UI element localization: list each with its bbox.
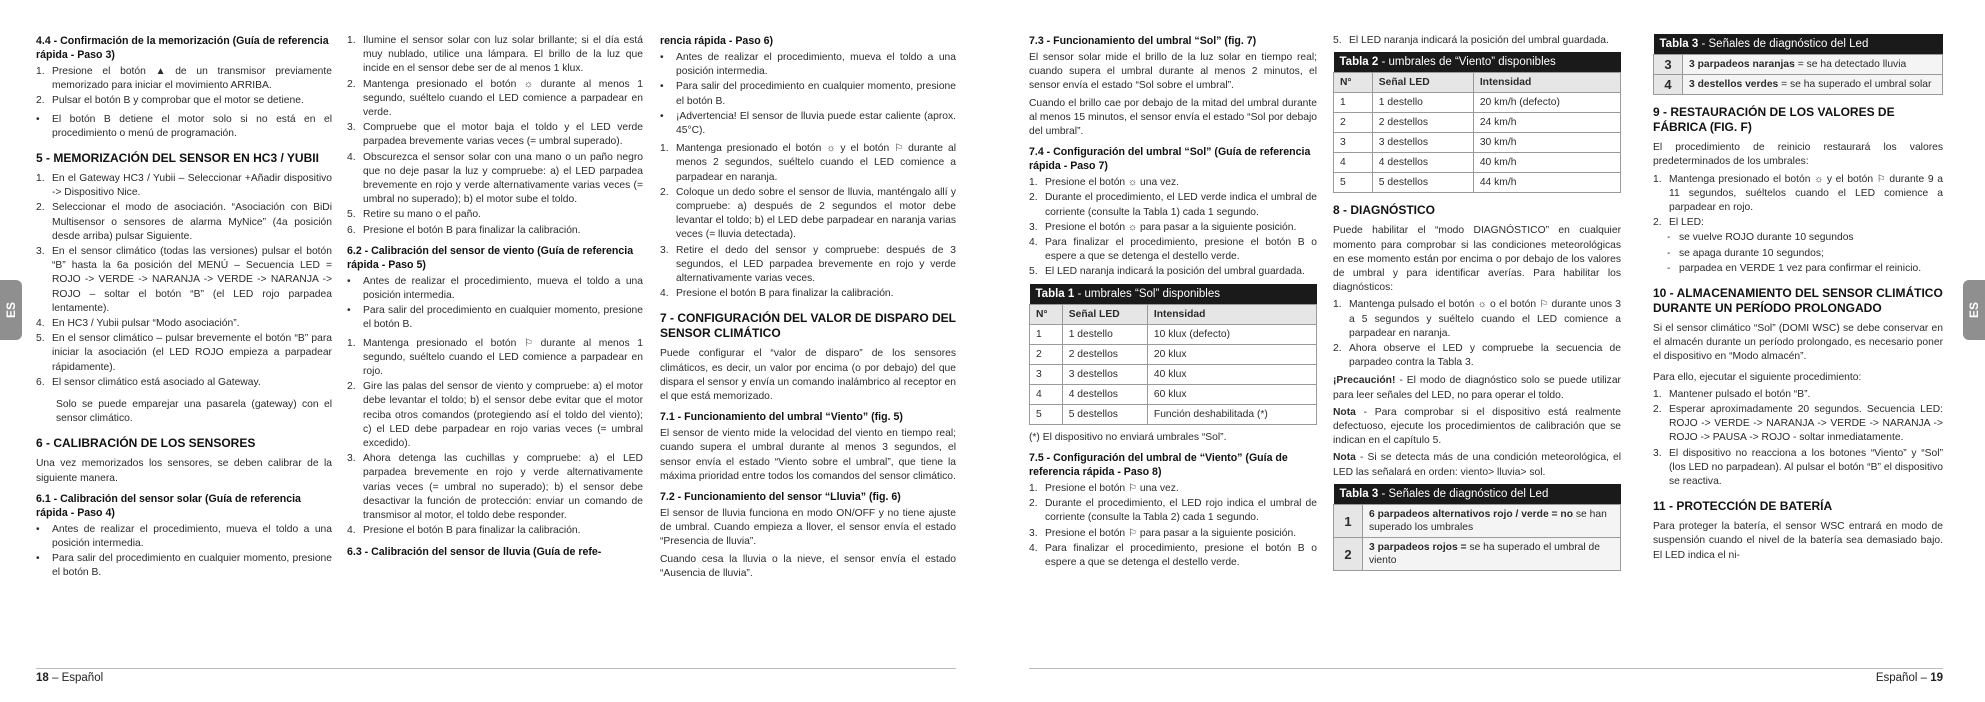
list-item: 2. Coloque un dedo sobre el sensor de lluvia, manténgalo allí y compruebe: a) después de 2 segundos el motor debe levantar el toldo; b) el LED debe parpadear en naranja varias veces (= lluvia detectada). — [660, 186, 956, 241]
list-item: 5. El LED naranja indicará la posición del umbral guardada. — [1029, 266, 1305, 278]
list-item: 3. Presione el botón ⚐ para pasar a la siguiente posición. — [1029, 527, 1317, 541]
list-item: 1. Presione el botón ⚐ una vez. — [1029, 482, 1317, 496]
heading-11: 11 - PROTECCIÓN DE BATERÍA — [1653, 499, 1833, 514]
list-item: 2. El LED: — [1653, 217, 1704, 229]
table-cell: N° — [1030, 304, 1063, 324]
page-18 — [0, 0, 992, 702]
list-item: • Antes de realizar el procedimiento, mueva el toldo a una posición intermedia. — [660, 52, 956, 78]
table-3: Tabla 3 - Señales de diagnóstico del Led 1 6 parpadeos alternativos rojo / verde = no se han superado los umbrales 2 3 parpadeos rojos = se ha superado el umbral de viento — [1333, 484, 1621, 571]
table-cell: 4 — [1654, 75, 1683, 95]
list-item: 5. El LED naranja indicará la posición del umbral guardada. — [1333, 35, 1609, 46]
list-item: 4. Presione el botón B para finalizar la calibración. — [347, 525, 581, 537]
table-cell: 5 destellos — [1062, 404, 1147, 424]
table-cell: 2 — [1334, 113, 1373, 133]
list-item: • Antes de realizar el procedimiento, mueva el toldo a una posición intermedia. — [347, 275, 643, 302]
table-cell: 4 destellos — [1062, 384, 1147, 404]
paragraph: El sensor de lluvia funciona en modo ON/OFF y no tiene ajuste de umbral. Cuando empieza a llover, el sensor envía el estado “Presencia de lluvia”. — [660, 508, 956, 548]
paragraph: El sensor de viento mide la velocidad del viento en tiempo real; cuando supera el umbral durante al menos 3 segundos, el sensor envía el estado “Viento sobre el umbral”, que tiene la máxima prioridad entre todos los comandos del sensor climático. — [660, 428, 956, 482]
table-cell: 2 destellos — [1372, 113, 1473, 133]
table-row — [1654, 75, 1943, 95]
list-item: 6. Presione el botón B para finalizar la calibración. — [347, 224, 581, 236]
heading-7-4: 7.4 - Configuración del umbral “Sol” (Guía de referencia rápida - Paso 7) — [1029, 146, 1311, 173]
list-item: 1. En el Gateway HC3 / Yubii – Seleccionar +Añadir dispositivo -> Dispositivo Nice. — [36, 173, 332, 199]
table-cell: 1 — [1334, 93, 1373, 113]
list-item: 3. Compruebe que el motor baja el toldo y el LED verde parpadea brevemente varias veces (= umbral superado). — [347, 122, 643, 148]
list-item: 1. Presione el botón ☼ una vez. — [1029, 176, 1317, 190]
table-cell: Señal LED — [1372, 73, 1473, 93]
table-cell: 4 — [1030, 384, 1063, 404]
table-cell: 3 destellos — [1372, 133, 1473, 153]
list-item: • Para salir del procedimiento en cualquier momento, presione el botón B. — [347, 305, 643, 331]
wind-flag-icon: ⚐ — [1539, 299, 1549, 311]
column-5 — [1333, 34, 1621, 577]
table-cell: 5 destellos — [1372, 173, 1473, 193]
table-cell: 1 destello — [1372, 93, 1473, 113]
heading-7-5: 7.5 - Configuración del umbral de “Viento” (Guía de referencia rápida - Paso 8) — [1029, 452, 1288, 479]
paragraph: Cuando cesa la lluvia o la nieve, el sensor envía el estado “Ausencia de lluvia”. — [660, 553, 956, 579]
column-6 — [1653, 34, 1943, 566]
list-item: 4. Presione el botón B para finalizar la calibración. — [660, 288, 894, 300]
sun-icon: ☼ — [523, 78, 534, 90]
list-item: 2. Ahora observe el LED y compruebe la secuencia de parpadeo contra la Tabla 3. — [1333, 343, 1621, 369]
list-item: 5. Retire su mano o el paño. — [347, 209, 481, 221]
wind-flag-icon: ⚐ — [1128, 527, 1137, 539]
sun-icon: ☼ — [1128, 177, 1138, 189]
wind-flag-icon: ⚐ — [894, 143, 904, 155]
list-item: 5. En el sensor climático – pulsar brevemente el botón “B” para iniciar la asociación (el LED ROJO empieza a parpadear rápidamente). — [36, 333, 332, 373]
paragraph: Puede habilitar el “modo DIAGNÓSTICO” en cualquier momento para comprobar si las condiciones meteorológicas en ese momento están por encima o por debajo de los valores de umbral y para identificar averías. Para habilitar los diagnósticos: — [1333, 225, 1621, 294]
list-item: 4. Obscurezca el sensor solar con una mano o un paño negro que no deje pasar la luz y compruebe: a) el LED parpadea brevemente en rojo y verde alternativamente varias veces (= umbral no superado); b) el motor sube el toldo. — [347, 151, 643, 206]
list-item: 2. Mantenga presionado el botón ☼ durante al menos 1 segundo, suéltelo cuando el LED comience a parpadear en verde. — [347, 78, 643, 119]
table-cell: 24 km/h — [1473, 113, 1620, 133]
table-row — [1334, 538, 1621, 571]
table-cell: 44 km/h — [1473, 173, 1620, 193]
table-cell: Señal LED — [1062, 304, 1147, 324]
list-4-4 — [36, 65, 332, 109]
table-cell: 3 — [1030, 364, 1063, 384]
paragraph: Para ello, ejecutar el siguiente procedimiento: — [1653, 371, 1862, 383]
paragraph: Una vez memorizados los sensores, se deben calibrar de la siguiente manera. — [36, 458, 332, 484]
table-cell: Intensidad — [1473, 73, 1620, 93]
paragraph: Cuando el brillo cae por debajo de la mitad del umbral durante al menos 15 minutos, el sensor envía el estado “Sol por debajo del umbral”. — [1029, 97, 1317, 138]
heading-7-1: 7.1 - Funcionamiento del umbral “Viento” (fig. 5) — [660, 411, 903, 424]
sun-icon: ☼ — [826, 143, 836, 155]
table-cell: 3 — [1334, 133, 1373, 153]
table-cell: Función deshabilitada (*) — [1147, 404, 1316, 424]
list-item: 4. En HC3 / Yubii pulsar “Modo asociación”. — [36, 318, 240, 330]
table-row — [1030, 384, 1317, 404]
sun-icon: ☼ — [1477, 299, 1487, 311]
table-cell: 3 destellos verdes = se ha superado el umbral solar — [1683, 75, 1943, 95]
table-cell: 10 klux (defecto) — [1147, 324, 1316, 344]
table-cell: 4 destellos — [1372, 153, 1473, 173]
table-row — [1030, 344, 1317, 364]
table-row — [1030, 324, 1317, 344]
list-5 — [36, 172, 332, 390]
list-item: 2. Gire las palas del sensor de viento y compruebe: a) el motor debe levantar el toldo; b) el sensor debe evitar que el motor reciba otros comandos (protegiendo así el toldo del viento); c) el LED debe parpadear en rojo varias veces (= umbral excedido). — [347, 381, 643, 450]
heading-7: 7 - CONFIGURACIÓN DEL VALOR DE DISPARO DEL SENSOR CLIMÁTICO — [660, 311, 956, 341]
table-row — [1334, 133, 1621, 153]
language-tab-right: ES — [1963, 280, 1985, 340]
heading-6-1: 6.1 - Calibración del sensor solar (Guía de referencia rápida - Paso 4) — [36, 492, 301, 519]
list-item: 3. Presione el botón ☼ para pasar a la siguiente posición. — [1029, 221, 1317, 235]
table-cell: 1 — [1030, 324, 1063, 344]
table-2: Tabla 2 - umbrales de “Viento” disponibles N° Señal LED Intensidad 1 1 destello 20 km/h (defecto) 2 2 destellos 24 km/h 3 3 destellos 30 km/h 4 4 destellos 40 km/h 5 5 destellos 44 km/h — [1333, 52, 1621, 193]
table-row — [1334, 153, 1621, 173]
table-row — [1334, 505, 1621, 538]
note-paragraph: Nota - Para comprobar si el dispositivo está realmente defectuoso, ejecute los procedimientos de calibración que se indican en el capítulo 5. — [1333, 406, 1621, 447]
language-tab-left: ES — [0, 280, 22, 340]
table-cell: 2 — [1334, 538, 1363, 571]
heading-6: 6 - CALIBRACIÓN DE LOS SENSORES — [36, 436, 256, 451]
list-item: 1. Mantenga pulsado el botón ☼ o el botón ⚐ durante unos 3 a 5 segundos y suéltelo cuando el LED comience a parpadear en naranja. — [1333, 299, 1622, 339]
list-item: 3. Retire el dedo del sensor y compruebe: después de 3 segundos, el LED parpadea brevemente en rojo y verde alternativamente varias veces. — [660, 244, 956, 285]
list-item: 3. El dispositivo no reacciona a los botones “Viento” y “Sol” (los LED no parpadean). Al pulsar el botón “B” el dispositivo se reactiva. — [1653, 447, 1943, 488]
table-cell: 3 parpadeos rojos = se ha superado el umbral de viento — [1363, 538, 1621, 571]
table-cell: 40 km/h — [1473, 153, 1620, 173]
table-row — [1030, 364, 1317, 384]
list-item: 2. Seleccionar el modo de asociación. “Asociación con BiDi Multisensor o sensores de alarma MyNice” (4a posición desde arriba) pulsar Siguiente. — [36, 202, 332, 242]
list-item: 2. Pulsar el botón B y comprobar que el motor se detiene. — [36, 95, 304, 107]
heading-10: 10 - ALMACENAMIENTO DEL SENSOR CLIMÁTICO DURANTE UN PERÍODO PROLONGADO — [1653, 286, 1943, 316]
list-item: • El botón B detiene el motor solo si no está en el procedimiento o menú de programación. — [36, 113, 332, 139]
table-cell: 2 destellos — [1062, 344, 1147, 364]
list-item: 3. En el sensor climático (todas las versiones) pulsar el botón “B” hasta la 6a posición del MENÚ – Secuencia LED = ROJO -> VERDE -> NARANJA -> VERDE -> NARANJA -> ROJO – soltar el botón “B” (el LED rojo parpadea lentamente). — [36, 246, 332, 314]
wind-flag-icon: ⚐ — [1876, 173, 1886, 185]
list-item: 2. Durante el procedimiento, el LED verde indica el umbral de corriente (consulte la Tabla 1) cada 1 segundo. — [1029, 192, 1317, 218]
table-cell: 60 klux — [1147, 384, 1316, 404]
paragraph: Solo se puede emparejar una pasarela (gateway) con el sensor climático. — [56, 399, 332, 425]
column-1 — [36, 34, 332, 585]
list-item: 1. Presione el botón ▲ de un transmisor previamente memorizado para iniciar el movimiento ARRIBA. — [36, 66, 332, 92]
heading-9: 9 - RESTAURACIÓN DE LOS VALORES DE FÁBRICA (FIG. F) — [1653, 105, 1895, 135]
heading-6-2: 6.2 - Calibración del sensor de viento (Guía de referencia rápida - Paso 5) — [347, 244, 634, 271]
table-cell: 5 — [1334, 173, 1373, 193]
heading-5: 5 - MEMORIZACIÓN DEL SENSOR EN HC3 / YUBII — [36, 151, 319, 166]
note-paragraph: Nota - Si se detecta más de una condición meteorológica, el LED las señalará en orden: viento> lluvia> sol. — [1333, 452, 1621, 478]
list-item: 2. Durante el procedimiento, el LED rojo indica el umbral de corriente (consulte la Tabla 2) cada 1 segundo. — [1029, 498, 1317, 524]
table-cell: 30 km/h — [1473, 133, 1620, 153]
wind-flag-icon: ⚐ — [524, 337, 533, 349]
heading-7-2: 7.2 - Funcionamiento del sensor “Lluvia” (fig. 6) — [660, 491, 901, 504]
list-item: • Antes de realizar el procedimiento, mueva el toldo a una posición intermedia. — [36, 523, 332, 550]
table-1: Tabla 1 - umbrales “Sol” disponibles N° Señal LED Intensidad 1 1 destello 10 klux (defecto) 2 2 destellos 20 klux 3 3 destellos 40 klux 4 4 destellos 60 klux 5 5 destellos Función deshabilitada (*) — [1029, 284, 1317, 425]
table-cell: 2 — [1030, 344, 1063, 364]
column-3 — [660, 34, 956, 584]
list-item: 6. El sensor climático está asociado al Gateway. — [36, 376, 261, 388]
table-row — [1654, 55, 1943, 75]
table-cell: 1 destello — [1062, 324, 1147, 344]
table-cell: 40 klux — [1147, 364, 1316, 384]
table-row — [1334, 113, 1621, 133]
heading-6-3: 6.3 - Calibración del sensor de lluvia (Guía de refe- — [347, 545, 602, 558]
list-item: 1. Mantener pulsado el botón “B”. — [1653, 388, 1811, 400]
sun-icon: ☼ — [1814, 173, 1824, 185]
list-item: - parpadea en VERDE 1 vez para confirmar el reinicio. — [1667, 262, 1922, 274]
footer-rule — [36, 668, 956, 669]
table-cell: 20 km/h (defecto) — [1473, 93, 1620, 113]
caution-paragraph: ¡Precaución! - El modo de diagnóstico solo se puede utilizar para leer señales del LED, no para operar el toldo. — [1333, 375, 1621, 401]
list-item: • Para salir del procedimiento en cualquier momento, presione el botón B. — [36, 553, 332, 579]
list-item: - se apaga durante 10 segundos; — [1667, 247, 1824, 259]
table-cell: 20 klux — [1147, 344, 1316, 364]
table-row — [1030, 404, 1317, 424]
paragraph: El procedimiento de reinicio restaurará los valores predeterminados de los umbrales: — [1653, 142, 1943, 168]
table-row — [1334, 173, 1621, 193]
wind-flag-icon: ⚐ — [1128, 483, 1137, 495]
column-2 — [347, 34, 643, 562]
page-number-right: Español – 19 — [1875, 672, 1943, 684]
paragraph: El sensor solar mide el brillo de la luz solar en tiempo real; cuando supera el umbral durante al menos 2 minutos, el sensor envía el estado “Sol sobre el umbral”. — [1029, 52, 1317, 92]
table-cell: 3 parpadeos naranjas = se ha detectado lluvia — [1683, 55, 1943, 75]
list-item: 2. Esperar aproximadamente 20 segundos. Secuencia LED: ROJO -> VERDE -> NARANJA -> VERDE -> NARANJA -> ROJO -> PAUSA -> ROJO - soltar inmediatamente. — [1653, 404, 1943, 444]
table-cell: 4 — [1334, 153, 1373, 173]
list-item: 1. Mantenga presionado el botón ☼ y el botón ⚐ durante 9 a 11 segundos, suéltelos cuando el LED comience a parpadear en rojo. — [1653, 173, 1943, 214]
list-item: 4. Para finalizar el procedimiento, presione el botón B o espere a que se detenga el destello verde. — [1029, 237, 1317, 263]
sun-icon: ☼ — [1128, 221, 1138, 233]
list-item: 1. Mantenga presionado el botón ⚐ durante al menos 1 segundo, suéltelo cuando el LED comience a parpadear en rojo. — [347, 337, 643, 378]
up-arrow-icon: ▲ — [155, 66, 166, 77]
table-cell: 6 parpadeos alternativos rojo / verde = no se han superado los umbrales — [1363, 505, 1621, 538]
table-cell: Intensidad — [1147, 304, 1316, 324]
heading-4-4: 4.4 - Confirmación de la memorización (Guía de referencia rápida - Paso 3) — [36, 35, 329, 61]
list-item: 4. Para finalizar el procedimiento, presione el botón B o espere a que se detenga el destello verde. — [1029, 542, 1317, 569]
paragraph: Para proteger la batería, el sensor WSC entrará en modo de suspensión cuando el nivel de la batería sea demasiado bajo. El LED indica el ni- — [1653, 521, 1943, 561]
page-19 — [993, 0, 1985, 702]
list-item: - se vuelve ROJO durante 10 segundos — [1667, 232, 1854, 244]
paragraph: Si el sensor climático “Sol” (DOMI WSC) se debe conservar en el almacén durante un período prolongado, es necesario poner el dispositivo en “Modo almacén”. — [1653, 323, 1943, 363]
table-cell: 3 destellos — [1062, 364, 1147, 384]
list-item: • Para salir del procedimiento en cualquier momento, presione el botón B. — [660, 81, 956, 107]
heading-7-3: 7.3 - Funcionamiento del umbral “Sol” (fig. 7) — [1029, 35, 1257, 47]
footer-rule — [1029, 668, 1943, 669]
table-3-continued: Tabla 3 - Señales de diagnóstico del Led 3 3 parpadeos naranjas = se ha detectado lluvia 4 3 destellos verdes = se ha superado el umbral solar — [1653, 34, 1943, 95]
table-cell: 5 — [1030, 404, 1063, 424]
paragraph: Puede configurar el “valor de disparo” de los sensores climáticos, es decir, un valor por encima (o por debajo) del que dispara el sensor y envía un comando inalámbrico al receptor en el que está memorizado. — [660, 348, 956, 403]
heading-6-3-cont: rencia rápida - Paso 6) — [660, 35, 774, 47]
list-item: 1. Mantenga presionado el botón ☼ y el botón ⚐ durante al menos 2 segundos, suéltelo cuando el LED comience a parpadear en naranja. — [660, 143, 956, 183]
table-cell: N° — [1334, 73, 1373, 93]
list-item: 1. Ilumine el sensor solar con luz solar brillante; si el día está muy nublado, utilice una lámpara. El brillo de la luz que incide en el sensor debe ser de al menos 1 klux. — [347, 35, 643, 75]
table-row — [1334, 93, 1621, 113]
list-item: 3. Ahora detenga las cuchillas y compruebe: a) el LED parpadea brevemente en rojo y verde alternativamente varias veces (= umbral no superado); b) el sensor debe desactivar la función de protección: enviar un comando de transmisor al motor, el toldo debe responder. — [347, 453, 643, 522]
heading-8: 8 - DIAGNÓSTICO — [1333, 203, 1436, 218]
table-note: (*) El dispositivo no enviará umbrales “Sol”. — [1029, 431, 1227, 443]
column-4 — [1029, 34, 1317, 574]
table-cell: 3 — [1654, 55, 1683, 75]
list-item: • ¡Advertencia! El sensor de lluvia puede estar caliente (aprox. 45°C). — [660, 110, 956, 137]
page-number-left: 18 – Español — [36, 672, 104, 684]
table-cell: 1 — [1334, 505, 1363, 538]
